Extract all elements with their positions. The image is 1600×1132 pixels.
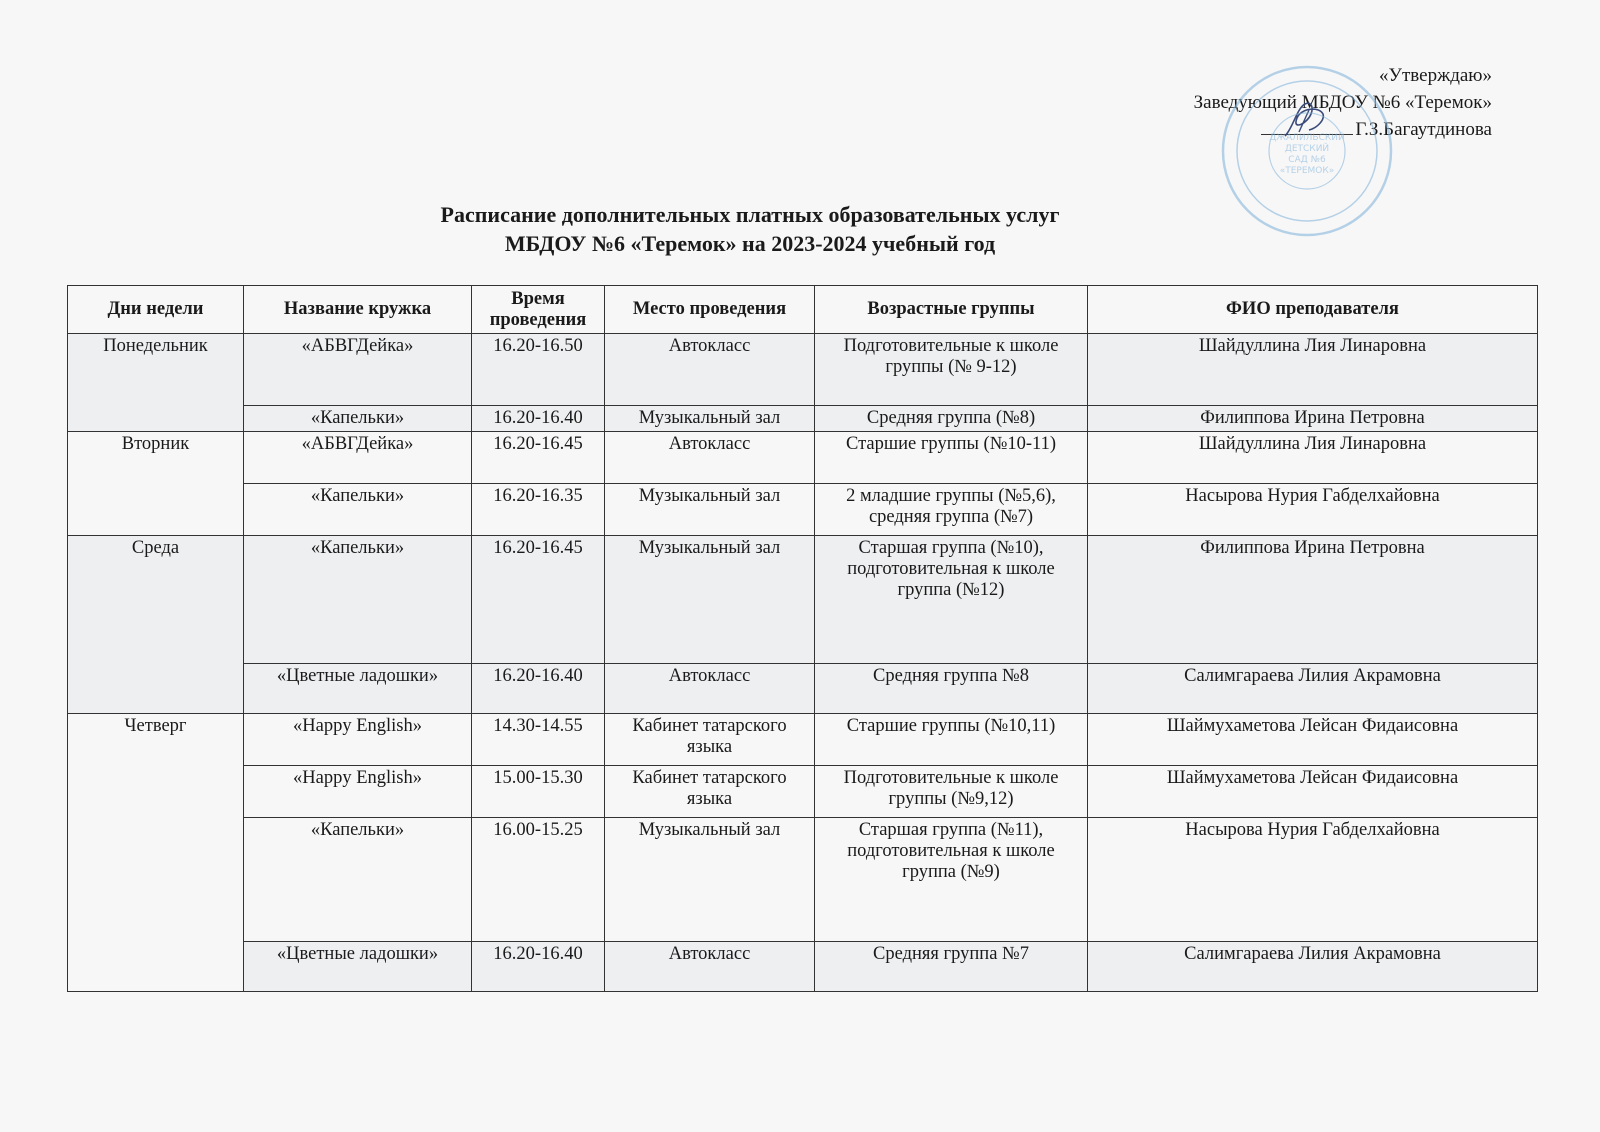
place-cell: Музыкальный зал <box>605 484 815 536</box>
groups-cell: Подготовительные к школе группы (№9,12) <box>815 766 1088 818</box>
time-cell: 16.20-16.35 <box>472 484 605 536</box>
director-name: Г.З.Багаутдинова <box>1355 119 1492 140</box>
place-cell: Автокласс <box>605 334 815 406</box>
table-row <box>68 942 1538 992</box>
club-cell: «Капельки» <box>244 484 472 536</box>
teacher-cell: Шайдуллина Лия Линаровна <box>1088 432 1538 484</box>
club-cell: «Happy English» <box>244 766 472 818</box>
teacher-cell: Насырова Нурия Габделхайовна <box>1088 484 1538 536</box>
groups-cell: Средняя группа (№8) <box>815 406 1088 432</box>
place-cell: Автокласс <box>605 942 815 992</box>
title-line-2: МБДОУ №6 «Теремок» на 2023-2024 учебный год <box>504 231 996 256</box>
club-cell: «Цветные ладошки» <box>244 942 472 992</box>
table-header-row <box>68 286 1538 334</box>
groups-cell: Старшая группа (№10), подготовительная к школе группа (№12) <box>815 536 1088 664</box>
table-row <box>68 432 1538 484</box>
place-cell: Кабинет татарского языка <box>605 766 815 818</box>
header-day: Дни недели <box>68 286 244 334</box>
header-teacher: ФИО преподавателя <box>1088 286 1538 334</box>
time-cell: 16.20-16.40 <box>472 664 605 714</box>
time-cell: 16.20-16.50 <box>472 334 605 406</box>
place-cell: Музыкальный зал <box>605 406 815 432</box>
teacher-cell: Шайдуллина Лия Линаровна <box>1088 334 1538 406</box>
groups-cell: Старшие группы (№10-11) <box>815 432 1088 484</box>
approval-line-1: «Утверждаю» <box>1379 65 1492 86</box>
header-place: Место проведения <box>605 286 815 334</box>
day-cell: Среда <box>68 536 244 714</box>
table-row <box>68 484 1538 536</box>
place-cell: Автокласс <box>605 664 815 714</box>
svg-text:ДЕТСКИЙ: ДЕТСКИЙ <box>1284 144 1330 154</box>
groups-cell: 2 младшие группы (№5,6), средняя группа (№7) <box>815 484 1088 536</box>
document-title <box>0 200 1500 258</box>
club-cell: «АБВГДейка» <box>244 334 472 406</box>
title-line-1: Расписание дополнительных платных образовательных услуг <box>440 202 1060 227</box>
day-cell: Четверг <box>68 714 244 992</box>
club-cell: «Капельки» <box>244 536 472 664</box>
svg-text:ДЖАЛИЛЬСКИЙ: ДЖАЛИЛЬСКИЙ <box>1269 133 1345 143</box>
teacher-cell: Филиппова Ирина Петровна <box>1088 536 1538 664</box>
table-row <box>68 536 1538 664</box>
place-cell: Музыкальный зал <box>605 818 815 942</box>
table-row <box>68 406 1538 432</box>
groups-cell: Старшие группы (№10,11) <box>815 714 1088 766</box>
table-row <box>68 664 1538 714</box>
club-cell: «Капельки» <box>244 818 472 942</box>
time-cell: 16.20-16.45 <box>472 432 605 484</box>
club-cell: «Капельки» <box>244 406 472 432</box>
header-groups: Возрастные группы <box>815 286 1088 334</box>
groups-cell: Старшая группа (№11), подготовительная к школе группа (№9) <box>815 818 1088 942</box>
time-cell: 14.30-14.55 <box>472 714 605 766</box>
club-cell: «Цветные ладошки» <box>244 664 472 714</box>
day-cell: Понедельник <box>68 334 244 432</box>
groups-cell: Средняя группа №7 <box>815 942 1088 992</box>
place-cell: Автокласс <box>605 432 815 484</box>
place-cell: Кабинет татарского языка <box>605 714 815 766</box>
table-row <box>68 714 1538 766</box>
teacher-cell: Шаймухаметова Лейсан Фидаисовна <box>1088 766 1538 818</box>
club-cell: «АБВГДейка» <box>244 432 472 484</box>
header-time: Время проведения <box>472 286 605 334</box>
groups-cell: Средняя группа №8 <box>815 664 1088 714</box>
teacher-cell: Шаймухаметова Лейсан Фидаисовна <box>1088 714 1538 766</box>
time-cell: 16.20-16.40 <box>472 406 605 432</box>
svg-text:«ТЕРЕМОК»: «ТЕРЕМОК» <box>1279 166 1335 176</box>
time-cell: 15.00-15.30 <box>472 766 605 818</box>
teacher-cell: Насырова Нурия Габделхайовна <box>1088 818 1538 942</box>
table-row <box>68 334 1538 406</box>
club-cell: «Happy English» <box>244 714 472 766</box>
header-club: Название кружка <box>244 286 472 334</box>
table-row <box>68 818 1538 942</box>
teacher-cell: Салимгараева Лилия Акрамовна <box>1088 942 1538 992</box>
schedule-table <box>67 285 1538 992</box>
time-cell: 16.00-15.25 <box>472 818 605 942</box>
place-cell: Музыкальный зал <box>605 536 815 664</box>
svg-text:САД №6: САД №6 <box>1288 155 1326 165</box>
approval-line-2: Заведующий МБДОУ №6 «Теремок» <box>1193 92 1492 113</box>
day-cell: Вторник <box>68 432 244 536</box>
teacher-cell: Филиппова Ирина Петровна <box>1088 406 1538 432</box>
table-row <box>68 766 1538 818</box>
groups-cell: Подготовительные к школе группы (№ 9-12) <box>815 334 1088 406</box>
teacher-cell: Салимгараева Лилия Акрамовна <box>1088 664 1538 714</box>
time-cell: 16.20-16.40 <box>472 942 605 992</box>
time-cell: 16.20-16.45 <box>472 536 605 664</box>
